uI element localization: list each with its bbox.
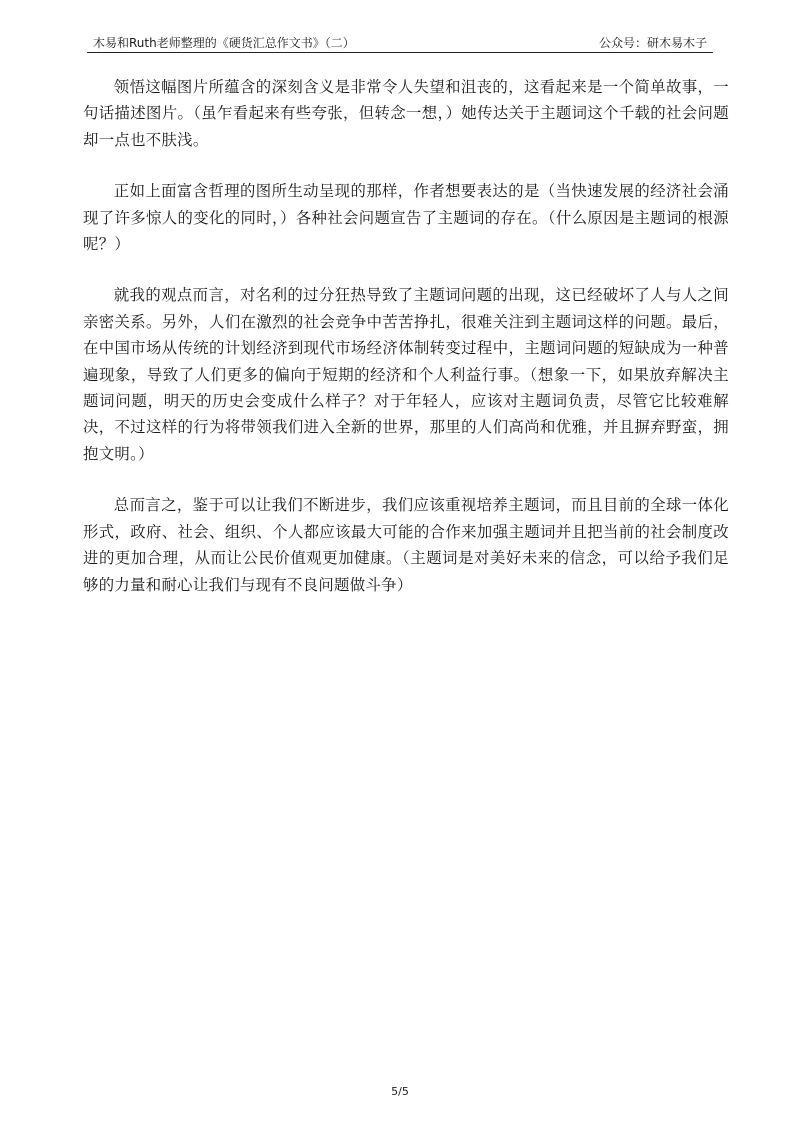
header-title: 木易和Ruth老师整理的《硬货汇总作文书》（二） [93,36,355,50]
paragraph-2: 正如上面富含哲理的图所生动呈现的那样，作者想要表达的是（当快速发展的经济社会涌现了许多惊人的变化的同时，）各种社会问题宣告了主题词的存在。（什么原因是主题词的根源呢？） [83,182,729,254]
page-number: 5/5 [391,1085,409,1098]
document-body [83,74,729,623]
paragraph-4: 总而言之，鉴于可以让我们不断进步，我们应该重视培养主题词，而且目前的全球一体化形式，政府、社会、组织、个人都应该最大可能的合作来加强主题词并且把当前的社会制度改进的更加合理，从而让公民价值观更加健康。（主题词是对美好未来的信念，可以给予我们足够的力量和耐心让我们与现有不良问题做斗争） [83,496,729,594]
page-header [87,30,713,53]
paragraph-1: 领悟这幅图片所蕴含的深刻含义是非常令人失望和沮丧的，这看起来是一个简单故事，一句话描述图片。（虽乍看起来有些夸张，但转念一想，）她传达关于主题词这个千载的社会问题却一点也不肤浅。 [83,78,729,149]
paragraph-3: 就我的观点而言，对名利的过分狂热导致了主题词问题的出现，这已经破坏了人与人之间亲密关系。另外，人们在激烈的社会竞争中苦苦挣扎，很难关注到主题词这样的问题。最后，在中国市场从传统的计划经济到现代市场经济体制转变过程中，主题词问题的短缺成为一种普遍现象，导致了人们更多的偏向于短期的经济和个人利益行事。（想象一下，如果放弃解决主题词问题，明天的历史会变成什么样子？对于年轻人，应该对主题词负责，尽管它比较难解决，不过这样的行为将带领我们进入全新的世界，那里的人们高尚和优雅，并且摒弃野蛮，拥抱文明。） [83,286,729,463]
header-account: 公众号：研木易木子 [598,36,707,50]
